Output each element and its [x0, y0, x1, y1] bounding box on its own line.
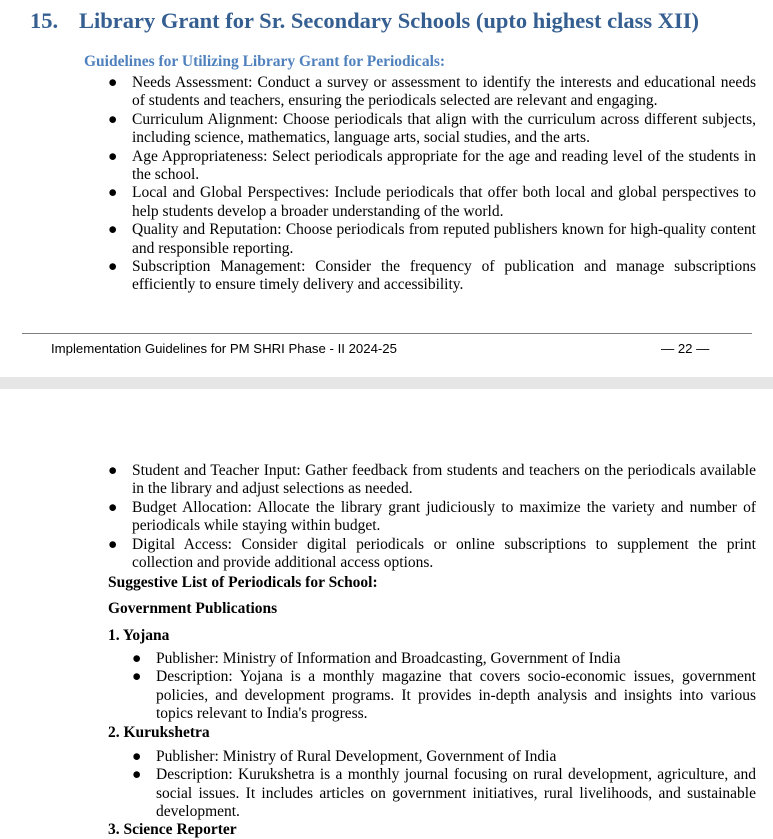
periodical-details [132, 748, 756, 822]
bullet-icon: ● [108, 258, 118, 276]
guidelines-bullet-list [108, 74, 756, 295]
periodical-title: 2. Kurukshetra [108, 724, 210, 741]
list-item: ● Needs Assessment: Conduct a survey or assessment to identify the interests and educational needs of students and teachers, ensuring the periodicals selected are relevant and engaging. [108, 74, 756, 110]
bullet-icon: ● [132, 748, 142, 765]
list-item: ● Digital Access: Consider digital periodicals or online subscriptions to supplement the print collection and provide additional access options. [108, 535, 756, 572]
list-item: ● Student and Teacher Input: Gather feedback from students and teachers on the periodicals available in the library and adjust selections as needed. [108, 462, 756, 498]
list-item: ● Quality and Reputation: Choose periodicals from reputed publishers known for high-quality content and responsible reporting. [108, 221, 756, 257]
footer-text: Implementation Guidelines for PM SHRI Phase - II 2024-25 [51, 341, 397, 356]
periodical-details [132, 650, 756, 724]
list-item: ● Description: Yojana is a monthly magazine that covers socio-economic issues, government policies, and development programs. It provides in-depth analysis and insights into various topics relevant to India's progress. [132, 668, 756, 723]
category-heading: Government Publications [108, 600, 278, 617]
section-number: 15. [30, 8, 59, 33]
bullet-icon: ● [108, 110, 118, 128]
guidelines-subheading: Guidelines for Utilizing Library Grant for Periodicals: [84, 53, 446, 70]
list-item: ● Subscription Management: Consider the frequency of publication and manage subscriptions efficiently to ensure timely delivery and accessibility. [108, 258, 756, 294]
list-item: ● Publisher: Ministry of Information and Broadcasting, Government of India [132, 650, 621, 667]
page-separator [0, 377, 773, 389]
guidelines-bullet-list-continued [108, 462, 756, 572]
periodical-title: 3. Science Reporter [108, 821, 237, 838]
document-page-22 [0, 0, 773, 377]
document-page-23 [0, 389, 773, 839]
bullet-icon: ● [132, 766, 142, 784]
bullet-icon: ● [108, 221, 118, 239]
bullet-icon: ● [108, 462, 118, 479]
section-heading [30, 8, 699, 34]
bullet-icon: ● [132, 650, 142, 667]
bullet-icon: ● [108, 184, 118, 202]
list-item: ● Budget Allocation: Allocate the library grant judiciously to maximize the variety and number of periodicals while staying within budget. [108, 498, 756, 535]
list-item: ● Curriculum Alignment: Choose periodicals that align with the curriculum across different subjects, including science, mathematics, language arts, social studies, and the arts. [108, 110, 756, 147]
bullet-icon: ● [108, 74, 118, 91]
periodicals-list-heading: Suggestive List of Periodicals for School: [108, 574, 378, 591]
periodical-title: 1. Yojana [108, 627, 170, 644]
footer-rule [22, 333, 752, 334]
bullet-icon: ● [108, 147, 118, 165]
page-number: — 22 — [661, 341, 710, 356]
bullet-icon: ● [108, 498, 118, 516]
list-item: ● Local and Global Perspectives: Include periodicals that offer both local and global perspectives to help students develop a broader understanding of the world. [108, 184, 756, 220]
bullet-icon: ● [132, 668, 142, 686]
list-item: ● Age Appropriateness: Select periodicals appropriate for the age and reading level of the students in the school. [108, 147, 756, 184]
bullet-icon: ● [108, 535, 118, 553]
list-item: ● Publisher: Ministry of Rural Development, Government of India [132, 748, 557, 765]
list-item: ● Description: Kurukshetra is a monthly journal focusing on rural development, agriculture, and social issues. It includes articles on government initiatives, rural livelihoods, and sustainable development. [132, 766, 756, 821]
section-title: Library Grant for Sr. Secondary Schools (upto highest class XII) [79, 8, 700, 33]
